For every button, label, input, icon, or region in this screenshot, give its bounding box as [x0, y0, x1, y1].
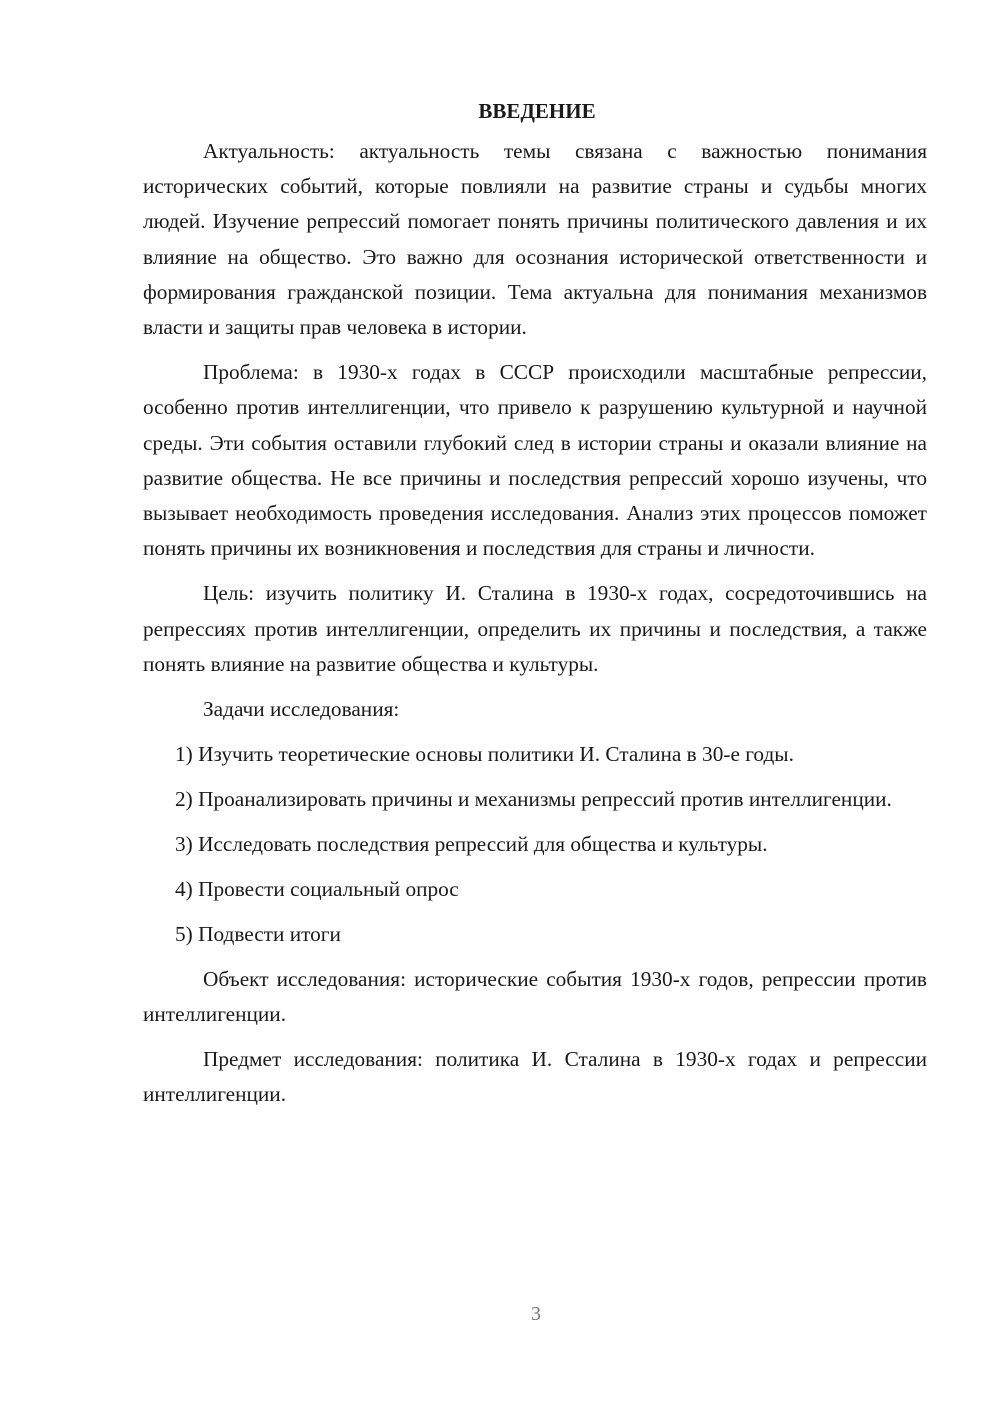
document-page: [143, 94, 927, 1123]
section-title: ВВЕДЕНИЕ: [478, 99, 596, 123]
task-item: 3) Исследовать последствия репрессий для общества и культуры.: [175, 832, 768, 857]
object-paragraph: Объект исследования: исторические события 1930-х годов, репрессии против интеллигенции.: [143, 966, 927, 1026]
tasks-heading: Задачи исследования:: [203, 697, 400, 722]
relevance-paragraph: Актуальность: актуальность темы связана с важностью понимания исторических событий, которые повлияли на развитие страны и судьбы многих людей. Изучение репрессий помогает понять причины политического давления и их влияние на общество. Это важно для осознания исторической ответственности и формирования гражданской позиции. Тема актуальна для понимания механизмов власти и защиты прав человека в истории.: [143, 139, 927, 340]
task-item: 5) Подвести итоги: [175, 921, 341, 946]
page-number: 3: [531, 1303, 541, 1325]
goal-paragraph: Цель: изучить политику И. Сталина в 1930-х годах, сосредоточившись на репрессиях против интеллигенции, определить их причины и последствия, а также понять влияние на развитие общества и культуры.: [143, 581, 927, 676]
task-item: 4) Провести социальный опрос: [175, 876, 459, 901]
subject-paragraph: Предмет исследования: политика И. Сталина в 1930-х годах и репрессии интеллигенции.: [143, 1047, 927, 1107]
problem-paragraph: Проблема: в 1930-х годах в СССР происходили масштабные репрессии, особенно против интеллигенции, что привело к разрушению культурной и научной среды. Эти события оставили глубокий след в истории страны и оказали влияние на развитие общества. Не все причины и последствия репрессий хорошо изучены, что вызывает необходимость проведения исследования. Анализ этих процессов поможет понять причины их возникновения и последствия для страны и личности.: [143, 360, 927, 561]
task-item: 1) Изучить теоретические основы политики И. Сталина в 30-е годы.: [175, 742, 794, 767]
tasks-list: [143, 737, 927, 952]
task-item: 2) Проанализировать причины и механизмы репрессий против интеллигенции.: [175, 787, 892, 812]
